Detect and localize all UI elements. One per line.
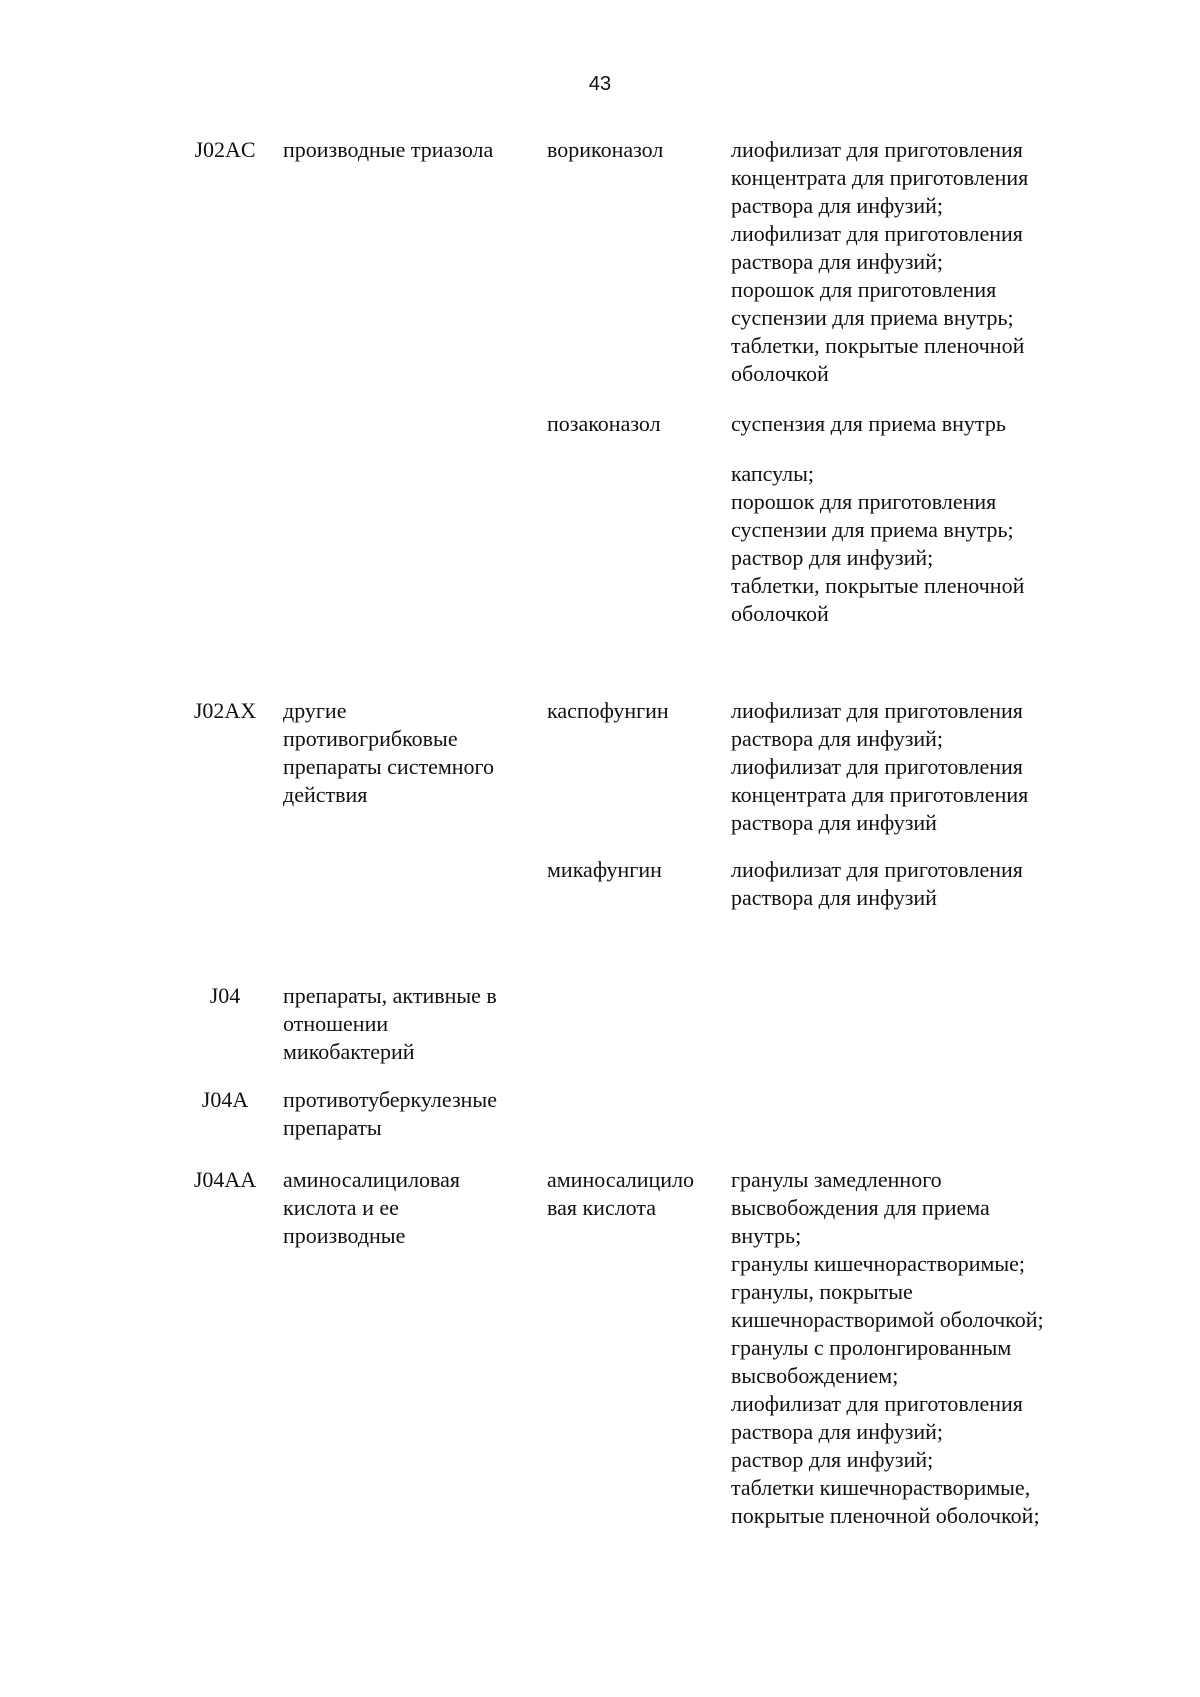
dosage-forms: капсулы; порошок для приготовления суспензии для приема внутрь; раствор для инфузий; таблетки, покрытые пленочной оболочкой — [731, 461, 1025, 626]
group-name: другие противогрибковые препараты системного действия — [283, 698, 495, 807]
drug-name: позаконазол — [547, 411, 661, 436]
group-name: аминосалициловая кислота и ее производные — [283, 1167, 461, 1248]
atc-code: J02AC — [194, 137, 256, 162]
drug-name: микафунгин — [547, 857, 662, 882]
atc-code: J04A — [201, 1087, 249, 1112]
drug-name: аминосалицило вая кислота — [547, 1167, 695, 1220]
dosage-forms: гранулы замедленного высвобождения для приема внутрь; гранулы кишечнорастворимые; гранулы, покрытые кишечнорастворимой оболочкой; гранулы с пролонгированным высвобождением; лиофилизат для приготовления раствора для инфузий; раствор для инфузий; таблетки кишечнорастворимые, покрытые пленочной оболочкой; — [731, 1167, 1044, 1528]
atc-code: J04AA — [193, 1167, 257, 1192]
drug-name: вориконазол — [547, 137, 664, 162]
dosage-forms: суспензия для приема внутрь — [731, 411, 1006, 436]
dosage-forms: лиофилизат для приготовления раствора для инфузий; лиофилизат для приготовления концентрата для приготовления раствора для инфузий — [731, 698, 1029, 835]
drug-name: каспофунгин — [547, 698, 669, 723]
atc-code: J02AX — [193, 698, 257, 723]
atc-code: J04 — [209, 983, 241, 1008]
group-name: производные триазола — [283, 137, 494, 162]
group-name: противотуберкулезные препараты — [283, 1087, 497, 1140]
dosage-forms: лиофилизат для приготовления концентрата для приготовления раствора для инфузий; лиофилизат для приготовления раствора для инфузий; порошок для приготовления суспензии для приема внутрь; таблетки, покрытые пленочной оболочкой — [731, 137, 1029, 386]
page-number: 43 — [588, 73, 612, 95]
dosage-forms: лиофилизат для приготовления раствора для инфузий — [731, 857, 1023, 910]
group-name: препараты, активные в отношении микобактерий — [283, 983, 497, 1064]
